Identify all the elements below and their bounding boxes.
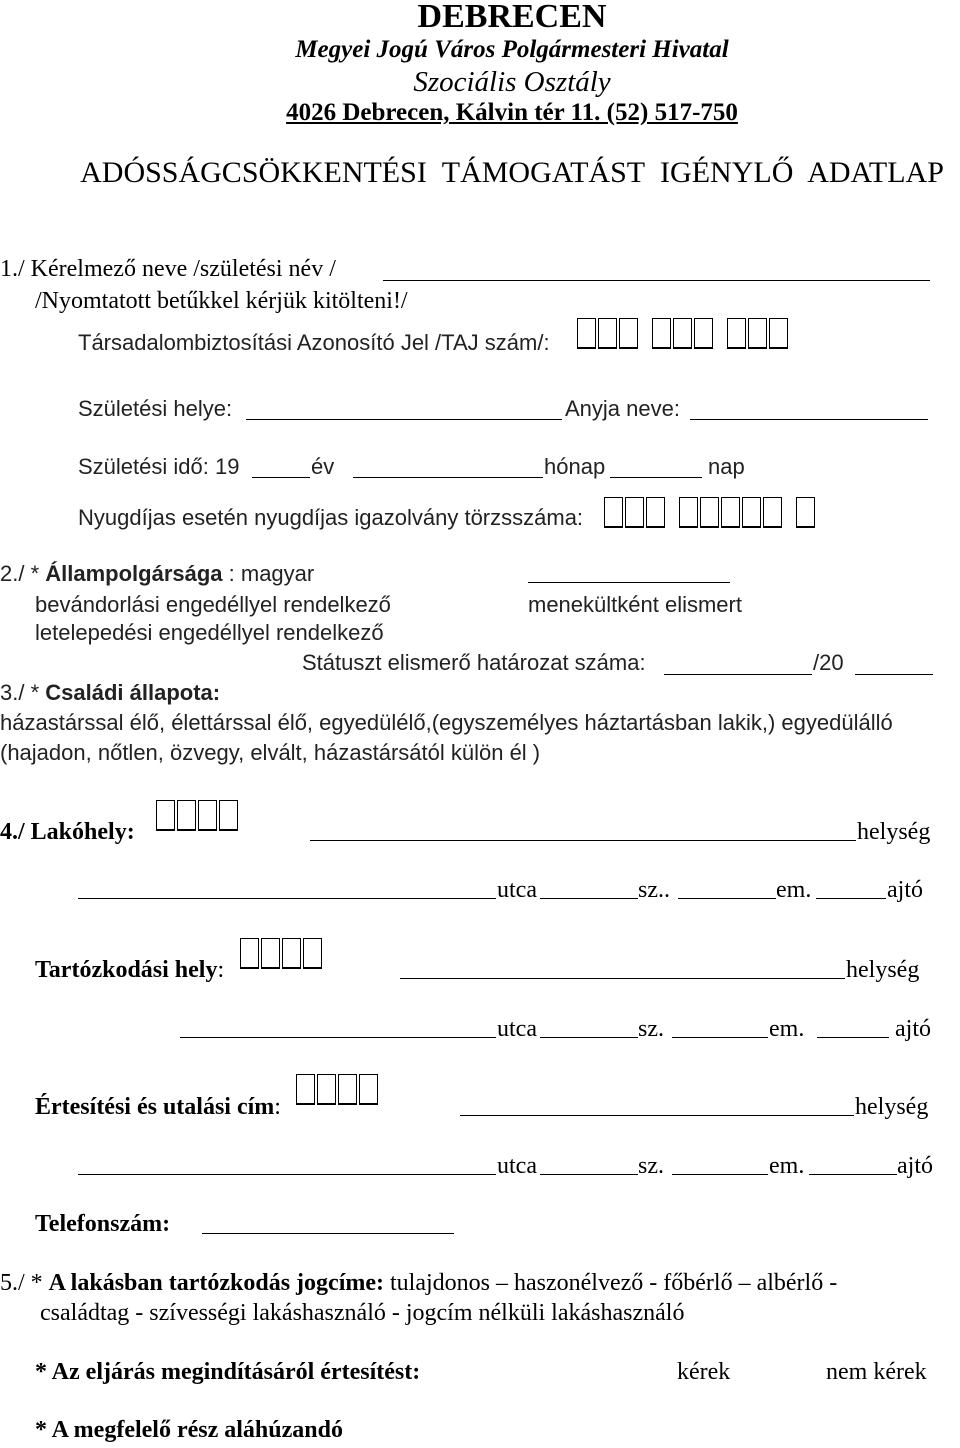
notification-town-line[interactable] xyxy=(460,1115,854,1116)
postcode-box[interactable] xyxy=(240,938,259,969)
birth-month-line[interactable] xyxy=(353,477,543,478)
residence-street-line[interactable] xyxy=(78,898,496,899)
procedure-notice-label: * Az eljárás megindításáról értesítést: xyxy=(35,1359,421,1385)
citizenship-label: Állampolgársága xyxy=(45,561,223,586)
residence-postcode-boxes[interactable] xyxy=(156,800,240,831)
applicant-name-line[interactable] xyxy=(383,280,930,281)
taj-box[interactable] xyxy=(748,318,767,349)
pension-box[interactable] xyxy=(742,497,761,528)
residence-number-label: sz.. xyxy=(638,877,670,903)
notification-number-line[interactable] xyxy=(540,1174,638,1175)
status-decision-number-line[interactable] xyxy=(664,674,812,675)
notification-door-label: ajtó xyxy=(897,1153,933,1179)
taj-box[interactable] xyxy=(598,318,617,349)
request-option[interactable]: kérek xyxy=(677,1359,731,1385)
temporary-door-line[interactable] xyxy=(817,1037,889,1038)
temporary-floor-line[interactable] xyxy=(672,1037,768,1038)
notification-number-label: sz. xyxy=(638,1153,664,1179)
tenure-options-2[interactable]: családtag - szívességi lakáshasználó - jogcím nélküli lakáshasználó xyxy=(40,1300,685,1326)
postcode-box[interactable] xyxy=(219,800,238,831)
taj-box[interactable] xyxy=(619,318,638,349)
underline-instruction: * A megfelelő rész aláhúzandó xyxy=(35,1417,343,1443)
office-name: Megyei Jogú Város Polgármesteri Hivatal xyxy=(295,36,729,63)
temporary-street-line[interactable] xyxy=(180,1037,496,1038)
citizenship-hungarian[interactable]: : magyar xyxy=(222,561,315,586)
postcode-box[interactable] xyxy=(198,800,217,831)
tenure-row xyxy=(0,1271,837,1295)
marital-status-options-2[interactable]: (hajadon, nőtlen, özvegy, elvált, házastársától külön él ) xyxy=(0,740,541,765)
postcode-box[interactable] xyxy=(261,938,280,969)
residence-door-line[interactable] xyxy=(816,898,886,899)
pension-box[interactable] xyxy=(679,497,698,528)
tenure-options-1[interactable]: tulajdonos – haszonélvező - főbérlő – albérlő - xyxy=(384,1270,838,1296)
pension-box[interactable] xyxy=(604,497,623,528)
temporary-town-line[interactable] xyxy=(400,978,845,979)
taj-box[interactable] xyxy=(577,318,596,349)
residence-town-line[interactable] xyxy=(310,840,856,841)
postcode-box[interactable] xyxy=(359,1074,378,1105)
city-title: DEBRECEN xyxy=(417,0,607,35)
section-3-number: 3./ * xyxy=(0,680,46,705)
residence-label: Lakóhely: xyxy=(30,819,135,845)
pension-id-boxes[interactable] xyxy=(604,497,817,528)
tenure-label: A lakásban tartózkodás jogcíme: xyxy=(48,1270,385,1296)
section-5-number: 5./ * xyxy=(0,1270,49,1296)
postcode-box[interactable] xyxy=(296,1074,315,1105)
pension-box[interactable] xyxy=(646,497,665,528)
status-decision-label: Státuszt elismerő határozat száma: xyxy=(302,650,646,675)
pension-box[interactable] xyxy=(700,497,719,528)
pension-id-label: Nyugdíjas esetén nyugdíjas igazolvány törzsszáma: xyxy=(78,505,584,530)
applicant-name-label: 1./ Kérelmező neve /születési név / xyxy=(0,256,336,282)
notification-address-label: Értesítési és utalási cím xyxy=(35,1094,275,1120)
taj-box[interactable] xyxy=(769,318,788,349)
notification-address-colon: : xyxy=(274,1094,281,1120)
citizenship-row xyxy=(0,563,314,585)
mother-name-line[interactable] xyxy=(690,419,928,420)
refugee-option[interactable]: menekültként elismert xyxy=(528,592,742,617)
citizenship-other-line[interactable] xyxy=(528,582,730,583)
year-label: év xyxy=(311,454,335,479)
postcode-box[interactable] xyxy=(177,800,196,831)
residence-number-line[interactable] xyxy=(540,898,638,899)
temporary-residence-label: Tartózkodási hely xyxy=(35,957,218,983)
residence-street-label: utca xyxy=(497,877,537,903)
birthplace-line[interactable] xyxy=(246,419,562,420)
department-name: Szociális Osztály xyxy=(413,66,611,98)
temporary-door-label: ajtó xyxy=(895,1016,931,1042)
notification-street-line[interactable] xyxy=(78,1174,496,1175)
notification-street-label: utca xyxy=(497,1153,537,1179)
month-label: hónap xyxy=(544,454,606,479)
postcode-box[interactable] xyxy=(282,938,301,969)
decline-option[interactable]: nem kérek xyxy=(826,1359,927,1385)
taj-boxes[interactable] xyxy=(577,318,790,349)
pension-box[interactable] xyxy=(721,497,740,528)
temporary-postcode-boxes[interactable] xyxy=(240,938,324,969)
temporary-number-label: sz. xyxy=(638,1016,664,1042)
notification-address-row xyxy=(35,1095,281,1119)
office-address: 4026 Debrecen, Kálvin tér 11. (52) 517-750 xyxy=(286,99,738,126)
phone-label: Telefonszám: xyxy=(35,1211,171,1237)
birth-year-line[interactable] xyxy=(252,477,310,478)
settlement-permit-option[interactable]: letelepedési engedéllyel rendelkező xyxy=(35,620,384,645)
day-label: nap xyxy=(708,454,745,479)
print-note: /Nyomtatott betűkkel kérjük kitölteni!/ xyxy=(35,288,408,314)
section-4-number: 4./ xyxy=(0,819,31,845)
notification-postcode-boxes[interactable] xyxy=(296,1074,380,1105)
postcode-box[interactable] xyxy=(156,800,175,831)
birthplace-label: Születési helye: xyxy=(78,396,233,421)
temporary-street-label: utca xyxy=(497,1016,537,1042)
residence-floor-label: em. xyxy=(776,877,812,903)
taj-box[interactable] xyxy=(652,318,671,349)
marital-status-label: Családi állapota: xyxy=(45,680,221,705)
form-title: ADÓSSÁGCSÖKKENTÉSI TÁMOGATÁST IGÉNYLŐ ADATLAP xyxy=(80,156,944,189)
residence-town-label: helység xyxy=(857,819,931,845)
residence-door-label: ajtó xyxy=(887,877,923,903)
birthdate-label: Születési idő: 19 xyxy=(78,454,240,479)
pension-box[interactable] xyxy=(625,497,644,528)
immigration-permit-option[interactable]: bevándorlási engedéllyel rendelkező xyxy=(35,592,391,617)
temporary-residence-colon: : xyxy=(217,957,225,983)
birth-day-line[interactable] xyxy=(610,477,702,478)
residence-row xyxy=(0,820,135,844)
residence-floor-line[interactable] xyxy=(678,898,776,899)
postcode-box[interactable] xyxy=(317,1074,336,1105)
temporary-residence-row xyxy=(35,958,224,982)
pension-box[interactable] xyxy=(763,497,782,528)
status-decision-year-line[interactable] xyxy=(855,674,933,675)
notification-door-line[interactable] xyxy=(809,1174,897,1175)
taj-box[interactable] xyxy=(673,318,692,349)
temporary-number-line[interactable] xyxy=(540,1037,638,1038)
postcode-box[interactable] xyxy=(303,938,322,969)
notification-town-label: helység xyxy=(855,1094,929,1120)
section-2-number: 2./ * xyxy=(0,561,46,586)
taj-box[interactable] xyxy=(694,318,713,349)
taj-label: Társadalombiztosítási Azonosító Jel /TAJ szám/: xyxy=(78,330,550,355)
status-decision-year-prefix: /20 xyxy=(813,650,844,675)
taj-box[interactable] xyxy=(727,318,746,349)
phone-line[interactable] xyxy=(202,1233,454,1234)
mother-name-label: Anyja neve: xyxy=(565,396,680,421)
temporary-town-label: helység xyxy=(846,957,920,983)
marital-status-row xyxy=(0,682,220,704)
pension-box[interactable] xyxy=(796,497,815,528)
postcode-box[interactable] xyxy=(338,1074,357,1105)
notification-floor-label: em. xyxy=(769,1153,805,1179)
notification-floor-line[interactable] xyxy=(672,1174,768,1175)
temporary-floor-label: em. xyxy=(769,1016,805,1042)
marital-status-options-1[interactable]: házastárssal élő, élettárssal élő, egyedülélő,(egyszemélyes háztartásban lakik,) egyedülálló xyxy=(0,710,893,735)
